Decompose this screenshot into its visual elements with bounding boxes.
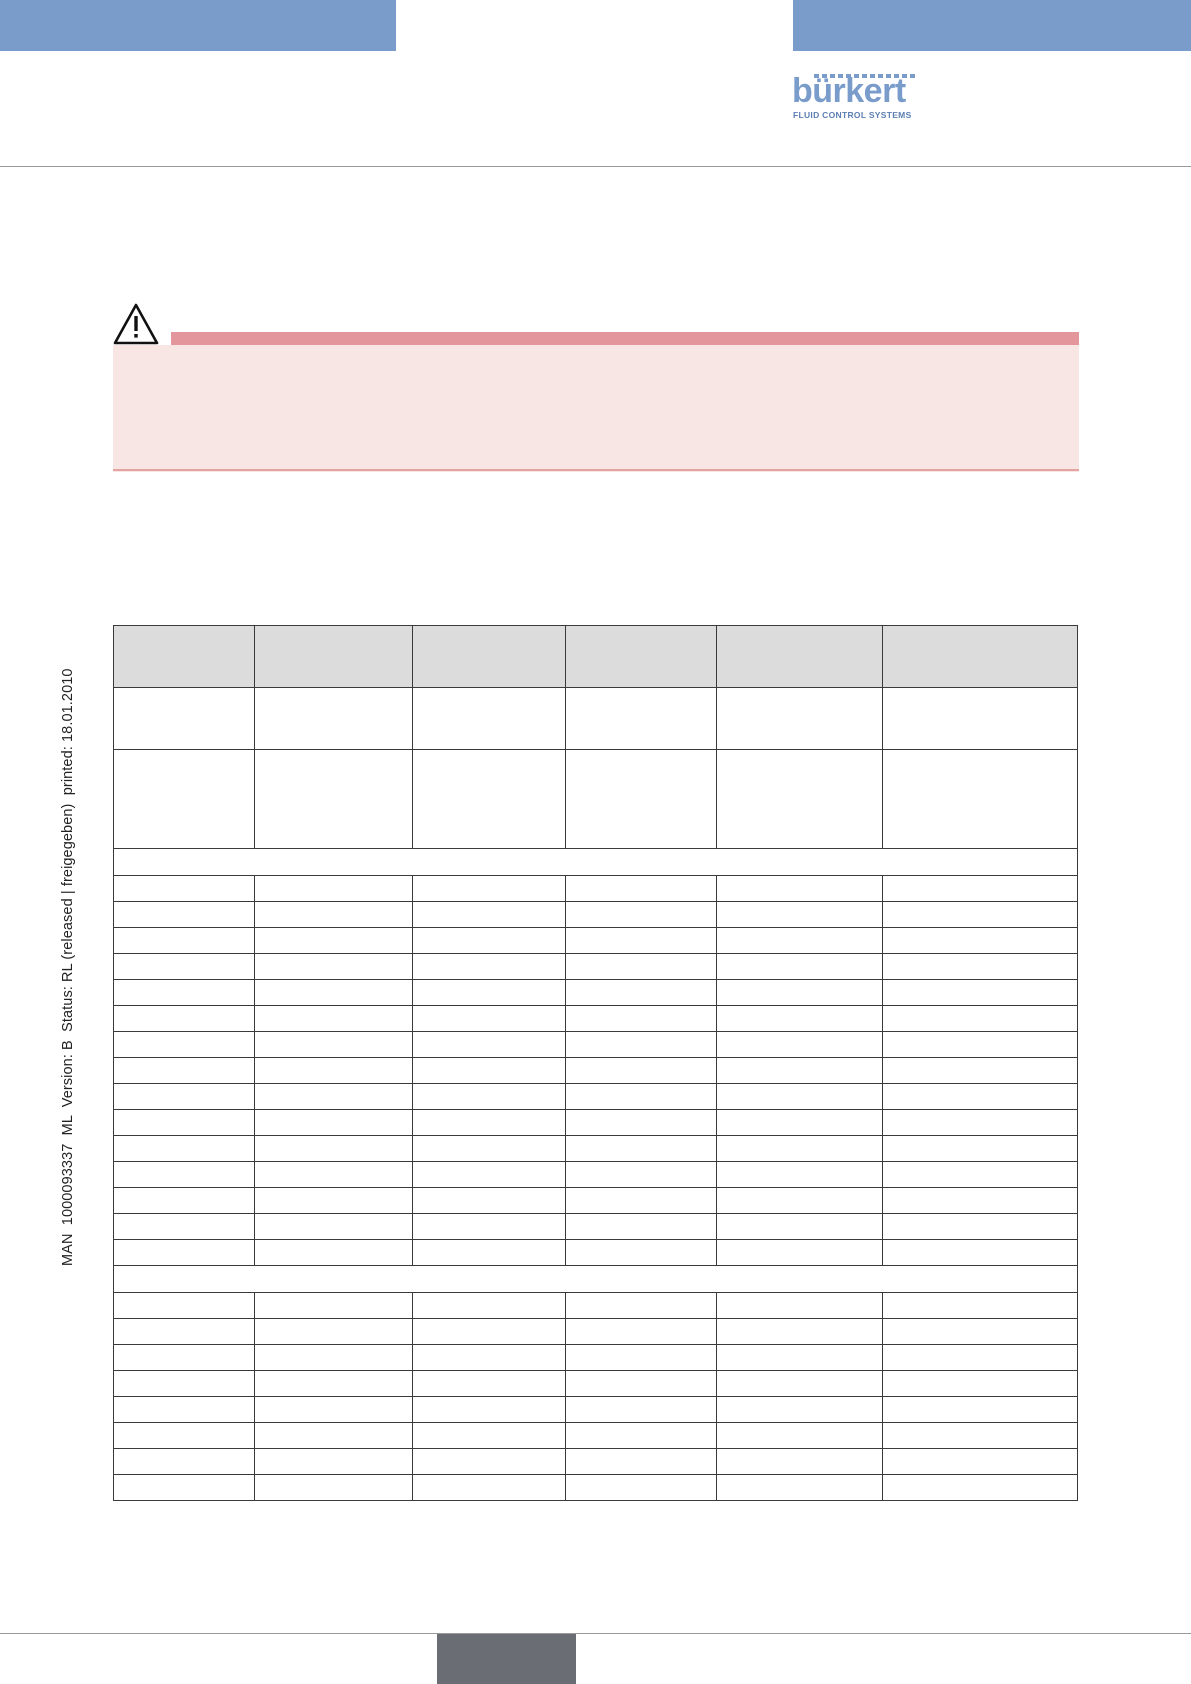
table-cell: [883, 1006, 1078, 1032]
table-cell: [413, 1110, 566, 1136]
header-bar-right: [793, 0, 1191, 51]
table-header-cell: [114, 626, 255, 688]
table-cell: [717, 1162, 883, 1188]
header-divider: [0, 166, 1191, 167]
table-cell: [883, 902, 1078, 928]
table-cell: [413, 1136, 566, 1162]
table-cell: [717, 1006, 883, 1032]
table-row: [114, 1397, 1078, 1423]
table-cell: [717, 1345, 883, 1371]
table-row: [114, 1006, 1078, 1032]
table-cell: [114, 928, 255, 954]
table-cell: [114, 876, 255, 902]
table-cell: [413, 902, 566, 928]
table-cell: [566, 1188, 717, 1214]
table-section-label: [114, 1266, 1078, 1293]
table-cell: [255, 1084, 413, 1110]
table-row: [114, 1032, 1078, 1058]
table-cell: [114, 1032, 255, 1058]
table-cell: [566, 1214, 717, 1240]
table-cell: [114, 1006, 255, 1032]
table-section-label: [114, 849, 1078, 876]
table-cell: [413, 876, 566, 902]
table-cell: [114, 902, 255, 928]
table-row: [114, 1240, 1078, 1266]
table-cell: [566, 1423, 717, 1449]
table-row: [114, 876, 1078, 902]
table-cell: [413, 980, 566, 1006]
table-cell: [255, 1136, 413, 1162]
table-cell: [255, 1397, 413, 1423]
table-cell: [114, 1084, 255, 1110]
table-cell: [717, 1058, 883, 1084]
table-cell: [413, 1240, 566, 1266]
table-cell: [717, 1084, 883, 1110]
table-cell: [566, 1110, 717, 1136]
table-cell: [566, 1475, 717, 1501]
table-cell: [114, 1345, 255, 1371]
table-cell: [114, 1319, 255, 1345]
table-section-row: [114, 1266, 1078, 1293]
table-cell: [114, 1371, 255, 1397]
table-row: [114, 1058, 1078, 1084]
table-cell: [413, 1449, 566, 1475]
table-cell: [114, 1058, 255, 1084]
table-row: [114, 1423, 1078, 1449]
warning-triangle-icon: [113, 303, 159, 345]
table-cell: [114, 1475, 255, 1501]
table-cell: [413, 1032, 566, 1058]
specification-table: [113, 625, 1078, 1501]
table-cell: [114, 1214, 255, 1240]
table-cell: [413, 1423, 566, 1449]
table-cell: [413, 1162, 566, 1188]
table-row: [114, 1188, 1078, 1214]
table-cell: [255, 1214, 413, 1240]
table-row: [114, 1293, 1078, 1319]
table-cell: [883, 1319, 1078, 1345]
table-cell: [255, 1345, 413, 1371]
table-cell: [883, 1345, 1078, 1371]
table-cell: [566, 1293, 717, 1319]
table-cell: [717, 1397, 883, 1423]
table-cell: [566, 902, 717, 928]
table-cell: [413, 1006, 566, 1032]
table-cell: [413, 1293, 566, 1319]
table-cell: [413, 954, 566, 980]
table-cell: [566, 1084, 717, 1110]
table-section-row: [114, 849, 1078, 876]
table-cell: [717, 1423, 883, 1449]
brand-tagline: FLUID CONTROL SYSTEMS: [793, 110, 912, 120]
table-cell: [413, 1084, 566, 1110]
table-cell: [255, 1032, 413, 1058]
table-cell: [114, 1240, 255, 1266]
table-cell: [883, 1136, 1078, 1162]
table-cell: [717, 902, 883, 928]
table-cell: [883, 1371, 1078, 1397]
table-row: [114, 1084, 1078, 1110]
table-cell: [883, 1397, 1078, 1423]
table-cell: [883, 688, 1078, 750]
table-cell: [717, 1032, 883, 1058]
table-cell: [566, 1319, 717, 1345]
table-cell: [413, 750, 566, 849]
table-cell: [413, 688, 566, 750]
table-cell: [883, 1110, 1078, 1136]
table-cell: [114, 1162, 255, 1188]
table-cell: [114, 688, 255, 750]
table-cell: [566, 980, 717, 1006]
table-cell: [717, 1110, 883, 1136]
table-cell: [114, 1397, 255, 1423]
warning-bottom-rule: [113, 469, 1079, 471]
table-cell: [255, 928, 413, 954]
table-cell: [566, 1449, 717, 1475]
table-cell: [413, 1214, 566, 1240]
table-cell: [566, 928, 717, 954]
header-bar-left: [0, 0, 396, 51]
document-info-margin: MAN 1000093337 ML Version: B Status: RL (released | freigegeben) printed: 18.01.2010: [60, 668, 76, 1266]
table-header-cell: [883, 626, 1078, 688]
table-cell: [255, 1293, 413, 1319]
table-cell: [566, 1345, 717, 1371]
table-header-cell: [413, 626, 566, 688]
table-cell: [717, 750, 883, 849]
table-row: [114, 954, 1078, 980]
table-cell: [114, 1293, 255, 1319]
table-row: [114, 1345, 1078, 1371]
table-cell: [717, 928, 883, 954]
table-cell: [717, 980, 883, 1006]
table-cell: [566, 1058, 717, 1084]
table-cell: [255, 954, 413, 980]
table-cell: [566, 876, 717, 902]
table-cell: [114, 954, 255, 980]
table-row: [114, 1110, 1078, 1136]
table-cell: [255, 688, 413, 750]
table-cell: [255, 902, 413, 928]
footer-divider: [0, 1633, 1191, 1634]
table-row: [114, 750, 1078, 849]
table-cell: [717, 1214, 883, 1240]
table-cell: [255, 1475, 413, 1501]
table-body: [114, 688, 1078, 1501]
table-cell: [255, 1423, 413, 1449]
table-cell: [883, 1032, 1078, 1058]
table-cell: [566, 954, 717, 980]
table-cell: [413, 1345, 566, 1371]
table-cell: [883, 1188, 1078, 1214]
table-cell: [114, 1449, 255, 1475]
table-cell: [883, 1162, 1078, 1188]
warning-header-bar: [171, 332, 1079, 345]
table-row: [114, 1162, 1078, 1188]
table-header-cell: [255, 626, 413, 688]
table-cell: [114, 1110, 255, 1136]
table-cell: [255, 980, 413, 1006]
table-cell: [413, 1371, 566, 1397]
table-cell: [883, 1240, 1078, 1266]
table-cell: [255, 1058, 413, 1084]
table-cell: [717, 1188, 883, 1214]
table-row: [114, 1136, 1078, 1162]
table-cell: [114, 1136, 255, 1162]
table-cell: [883, 750, 1078, 849]
table-cell: [255, 1110, 413, 1136]
table-cell: [883, 876, 1078, 902]
table-cell: [114, 750, 255, 849]
table-row: [114, 902, 1078, 928]
table-cell: [717, 1319, 883, 1345]
brand-logo: [792, 72, 916, 122]
table-cell: [883, 1423, 1078, 1449]
table-cell: [413, 1058, 566, 1084]
table-cell: [255, 1006, 413, 1032]
table-header-cell: [717, 626, 883, 688]
warning-body: [113, 345, 1079, 472]
table-row: [114, 980, 1078, 1006]
table-cell: [114, 980, 255, 1006]
table-cell: [255, 1371, 413, 1397]
brand-name: bürkert: [792, 72, 906, 110]
table-cell: [255, 1240, 413, 1266]
table-row: [114, 1449, 1078, 1475]
table-cell: [717, 688, 883, 750]
table-cell: [717, 1293, 883, 1319]
table-cell: [413, 1397, 566, 1423]
table-cell: [566, 1136, 717, 1162]
table-cell: [413, 1319, 566, 1345]
table-cell: [883, 1293, 1078, 1319]
table-cell: [255, 876, 413, 902]
table-row: [114, 1475, 1078, 1501]
table-cell: [883, 980, 1078, 1006]
table-cell: [255, 1162, 413, 1188]
table-cell: [413, 1188, 566, 1214]
table-cell: [883, 954, 1078, 980]
table-cell: [883, 1475, 1078, 1501]
table-cell: [883, 1449, 1078, 1475]
table-cell: [566, 1371, 717, 1397]
table-cell: [255, 750, 413, 849]
table-cell: [566, 1032, 717, 1058]
table-cell: [717, 954, 883, 980]
table-row: [114, 1371, 1078, 1397]
table-row: [114, 688, 1078, 750]
table-row: [114, 1319, 1078, 1345]
footer-page-tab: [437, 1634, 576, 1684]
table-cell: [566, 1162, 717, 1188]
table-cell: [883, 1058, 1078, 1084]
warning-box: [113, 303, 1079, 474]
table-cell: [717, 1240, 883, 1266]
table-cell: [566, 1240, 717, 1266]
table-row: [114, 1214, 1078, 1240]
table-cell: [413, 1475, 566, 1501]
table-cell: [717, 1449, 883, 1475]
table-cell: [883, 1084, 1078, 1110]
table-cell: [717, 1371, 883, 1397]
table-cell: [255, 1449, 413, 1475]
table-cell: [114, 1188, 255, 1214]
table-cell: [413, 928, 566, 954]
table-cell: [883, 928, 1078, 954]
table-header-cell: [566, 626, 717, 688]
table-cell: [114, 1423, 255, 1449]
table-cell: [566, 1006, 717, 1032]
table-cell: [717, 1475, 883, 1501]
table-cell: [255, 1188, 413, 1214]
table-cell: [717, 876, 883, 902]
table-header-row: [114, 626, 1078, 688]
table-row: [114, 928, 1078, 954]
table-cell: [255, 1319, 413, 1345]
table-cell: [883, 1214, 1078, 1240]
table-cell: [717, 1136, 883, 1162]
table-cell: [566, 1397, 717, 1423]
table-cell: [566, 688, 717, 750]
table-cell: [566, 750, 717, 849]
